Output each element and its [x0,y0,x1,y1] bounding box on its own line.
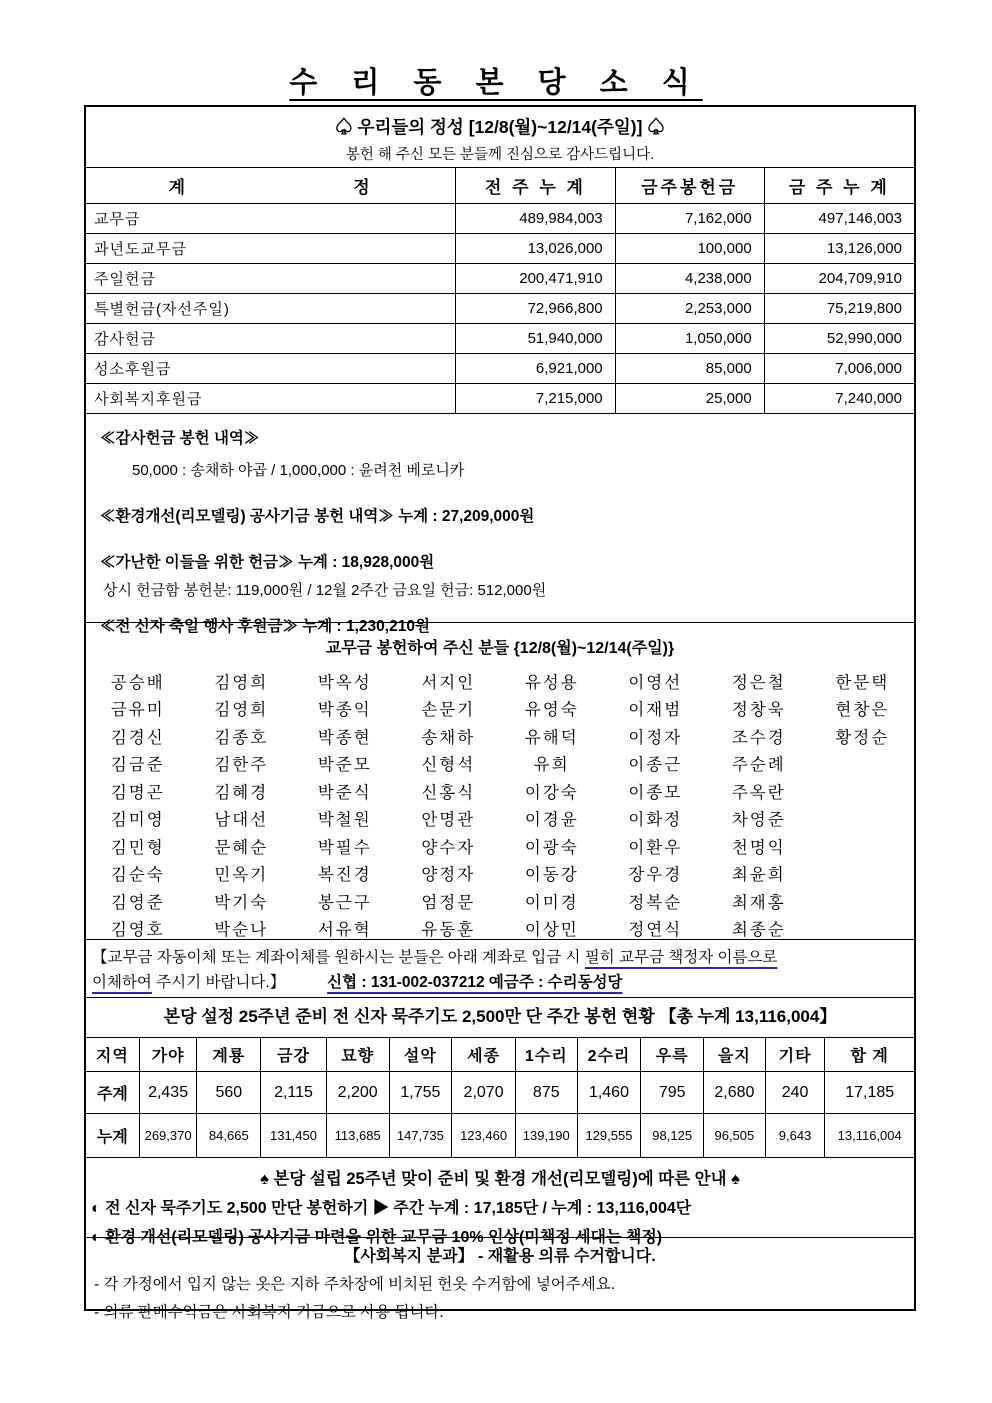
week-count-cell: 875 [515,1071,577,1113]
row-week-offering: 2,253,000 [615,293,764,323]
donor-name: 유성용 [524,673,579,692]
row-account-name: 감사헌금 [86,323,455,353]
week-count-cell: 240 [765,1071,825,1113]
bulletin-box [84,105,916,1321]
rosary-table [86,1038,914,1157]
donor-name: 엄정문 [421,893,476,912]
thanks-offering-entries: 50,000 : 송채하 야곱 / 1,000,000 : 윤려천 베로니카 [132,462,465,479]
rosary-table-section [86,1037,914,1157]
donor-name: 김명곤 [110,783,165,802]
col-header-week-total: 금 주 누 계 [764,168,914,203]
donor-name [811,777,915,805]
donor-name: 서지인 [421,673,476,692]
donor-name: 박철원 [317,811,372,830]
week-count-cell: 560 [196,1071,260,1113]
total-count-cell: 98,125 [640,1113,703,1157]
week-count-cell: 795 [640,1071,703,1113]
row-week-offering: 25,000 [615,383,764,413]
donor-name: 이동강 [524,866,579,885]
row-account-name: 특별헌금(자선주일) [86,293,455,323]
donor-name: 이종근 [628,756,683,775]
donor-name: 이영선 [628,673,683,692]
donor-name [811,860,915,888]
donor-name: 문혜순 [214,838,269,857]
row-account-name: 사회복지후원금 [86,383,455,413]
row-week-offering: 1,050,000 [615,323,764,353]
week-count-cell: 1,755 [389,1071,452,1113]
row-prev-total: 7,215,000 [455,383,614,413]
welfare-line-1: - 각 가정에서 입지 않는 옷은 지하 주차장에 비치된 헌옷 수거함에 넣어주세요. [94,1276,616,1293]
row-account-name: 과년도교무금 [86,233,455,263]
donor-grid [86,667,914,942]
region-header-cell: 가야 [139,1038,197,1071]
offering-title: ♤ 우리들의 정성 [12/8(월)~12/14(주일)] ♤ [335,117,665,137]
donor-name: 조수경 [731,728,786,747]
bank-account-info: 신협 : 131-002-037212 예금주 : 수리동성당 [327,974,623,991]
donor-name: 박옥성 [317,673,372,692]
region-header-cell: 합 계 [824,1038,914,1071]
row-week-total: 204,709,910 [764,263,914,293]
donor-name: 김영호 [110,921,165,940]
total-count-cell: 147,735 [389,1113,452,1157]
donor-name: 김영준 [110,893,165,912]
donor-name: 김민형 [110,838,165,857]
donor-name: 정은철 [731,673,786,692]
total-count-cell: 9,643 [765,1113,825,1157]
donor-name: 최윤희 [731,866,786,885]
donor-name: 이정자 [628,728,683,747]
donor-name: 이화정 [628,811,683,830]
donor-name: 김영희 [214,673,269,692]
donor-name: 손문기 [421,701,476,720]
col-header-prev-total: 전 주 누 계 [455,168,614,203]
rosary-status-header: 본당 설정 25주년 준비 전 신자 묵주기도 2,500만 단 주간 봉헌 현황 【총 누계 13,116,004】 [86,997,914,1037]
region-header-cell: 우륵 [640,1038,703,1071]
row-account-name: 성소후원금 [86,353,455,383]
row-prev-total: 489,984,003 [455,203,614,233]
donor-name: 양정자 [421,866,476,885]
row-week-offering: 100,000 [615,233,764,263]
anniversary-title: ♠ 본당 설립 25주년 맞이 준비 및 환경 개선(리모델링)에 따른 안내 ♠ [260,1170,740,1188]
week-count-cell: 2,115 [260,1071,326,1113]
donor-name: 차영준 [731,811,786,830]
donor-name: 김혜경 [214,783,269,802]
week-count-cell: 2,680 [703,1071,765,1113]
donor-name: 박준모 [317,756,372,775]
donor-name: 서유혁 [317,921,372,940]
feast-fund-line: ≪전 신자 축일 행사 후원금≫ 누계 : 1,230,210원 [100,618,430,635]
donor-name: 주옥란 [731,783,786,802]
total-count-cell: 84,665 [196,1113,260,1157]
region-label-cell: 지역 [95,1048,129,1065]
donor-name: 남대선 [214,811,269,830]
week-count-cell: 17,185 [824,1071,914,1113]
account-notice-line-1: 【교무금 자동이체 또는 계좌이체를 원하시는 분들은 아래 계좌로 입금 시 필히 교무금 책정자 이름으로 [92,949,778,966]
donor-name: 김미영 [110,811,165,830]
donor-name: 봉근구 [317,893,372,912]
region-header-cell: 설악 [389,1038,452,1071]
row-week-total: 52,990,000 [764,323,914,353]
donor-name [811,750,915,778]
row-prev-total: 51,940,000 [455,323,614,353]
total-count-cell: 96,505 [703,1113,765,1157]
donor-name: 이경윤 [524,811,579,830]
total-count-cell: 123,460 [451,1113,515,1157]
donor-name: 이종모 [628,783,683,802]
donor-name: 김한주 [214,756,269,775]
donor-name: 박순나 [214,921,269,940]
doc-title: 수 리 동 본 당 소 식 [289,67,703,99]
donor-name: 유영숙 [524,701,579,720]
donor-name: 김순숙 [110,866,165,885]
offering-table [86,168,914,413]
donor-name: 공승배 [110,673,165,692]
donor-name: 현창은 [835,701,890,720]
donor-name: 김종호 [214,728,269,747]
donor-name [811,915,915,943]
region-header-cell: 계룡 [196,1038,260,1071]
week-count-cell: 1,460 [577,1071,641,1113]
donor-name: 박기숙 [214,893,269,912]
total-count-cell: 113,685 [326,1113,389,1157]
donor-name: 최재홍 [731,893,786,912]
row-prev-total: 13,026,000 [455,233,614,263]
donor-name: 이환우 [628,838,683,857]
row-week-total: 13,126,000 [764,233,914,263]
week-count-cell: 2,070 [451,1071,515,1113]
welfare-line-2: - 의류 판매수익금은 사회복지 기금으로 사용 됩니다. [94,1304,444,1321]
welfare-title: 【사회복지 분과】 - 재활용 의류 수거합니다. [344,1248,656,1265]
region-header-cell: 기타 [765,1038,825,1071]
donor-name: 천명익 [731,838,786,857]
offering-header-box [86,114,914,167]
donor-name: 정복순 [628,893,683,912]
region-header-cell: 1수리 [515,1038,577,1071]
donor-name: 민옥기 [214,866,269,885]
week-count-cell: 2,200 [326,1071,389,1113]
donor-name: 박준식 [317,783,372,802]
donor-name: 황정순 [835,728,890,747]
week-label-cell: 주계 [86,1071,139,1113]
row-week-offering: 4,238,000 [615,263,764,293]
donor-name: 이광숙 [524,838,579,857]
total-count-cell: 13,116,004 [824,1113,914,1157]
region-header-cell: 세종 [451,1038,515,1071]
donor-name: 김경신 [110,728,165,747]
donor-name: 신형석 [421,756,476,775]
total-count-cell: 129,555 [577,1113,641,1157]
region-header-cell: 을지 [703,1038,765,1071]
donor-name: 송채하 [421,728,476,747]
row-week-total: 7,006,000 [764,353,914,383]
col-header-week-offering: 금주봉헌금 [615,168,764,203]
donor-name: 한문택 [835,673,890,692]
row-prev-total: 6,921,000 [455,353,614,383]
donor-name: 금유미 [110,701,165,720]
donor-name: 유희 [533,756,570,775]
donors-section [86,622,914,939]
account-notice-section [86,939,914,997]
region-header-cell: 금강 [260,1038,326,1071]
donor-name: 신홍식 [421,783,476,802]
donor-name: 최종순 [731,921,786,940]
donors-title: 교무금 봉헌하여 주신 분들 {12/8(월)~12/14(주일)} [325,640,675,657]
welfare-section [86,1237,914,1321]
col-header-account: 계 정 [168,178,373,197]
fund-raise-line: ◐ 환경 개선(리모델링) 공사기금 마련을 위한 교무금 10% 인상(미책정 세대는 책정) [91,1229,663,1246]
donor-name: 박종익 [317,701,372,720]
donor-name: 박필수 [317,838,372,857]
row-prev-total: 72,966,800 [455,293,614,323]
rosary-pledge-line: ◐ 전 신자 묵주기도 2,500 만단 봉헌하기 ▶ 주간 누계 : 17,185단 / 누계 : 13,116,004단 [91,1200,692,1217]
donor-name: 안명관 [421,811,476,830]
total-count-cell: 131,450 [260,1113,326,1157]
row-week-total: 7,240,000 [764,383,914,413]
donor-name: 유해덕 [524,728,579,747]
total-count-cell: 269,370 [139,1113,197,1157]
region-header-cell: 묘향 [326,1038,389,1071]
donor-name: 주순례 [731,756,786,775]
remodel-fund-line: ≪환경개선(리모델링) 공사기금 봉헌 내역≫ 누계 : 27,209,000원 [100,508,535,525]
donor-name: 유동훈 [421,921,476,940]
row-week-offering: 7,162,000 [615,203,764,233]
donor-name: 박종현 [317,728,372,747]
donor-name: 복진경 [317,866,372,885]
anniversary-notice-section [86,1157,914,1246]
account-notice-line-2: 이체하여 주시기 바랍니다.】 신협 : 131-002-037212 예금주 : 수리동성당 [92,974,623,991]
donor-name [811,805,915,833]
total-count-cell: 139,190 [515,1113,577,1157]
donor-name: 김영희 [214,701,269,720]
offering-subtitle: 봉헌 해 주신 모든 분들께 진심으로 감사드립니다. [345,147,655,163]
donor-name [811,832,915,860]
donor-name: 양수자 [421,838,476,857]
row-week-total: 497,146,003 [764,203,914,233]
donor-name: 정창욱 [731,701,786,720]
donor-name [811,887,915,915]
thanks-offering-title: ≪감사헌금 봉헌 내역≫ [100,430,260,447]
donor-name: 장우경 [628,866,683,885]
poor-fund-detail: 상시 헌금함 봉헌분: 119,000원 / 12월 2주간 금요일 헌금: 512,000원 [103,582,547,599]
donor-name: 김금준 [110,756,165,775]
row-week-total: 75,219,800 [764,293,914,323]
donor-name: 정연식 [628,921,683,940]
details-section [86,413,914,635]
donor-name: 이강숙 [524,783,579,802]
total-label-cell: 누계 [86,1113,139,1157]
row-account-name: 주일헌금 [86,263,455,293]
row-week-offering: 85,000 [615,353,764,383]
poor-fund-line: ≪가난한 이들을 위한 헌금≫ 누계 : 18,928,000원 [100,554,435,571]
week-count-cell: 2,435 [139,1071,197,1113]
row-prev-total: 200,471,910 [455,263,614,293]
donor-name: 이재범 [628,701,683,720]
row-account-name: 교무금 [86,203,455,233]
offering-table-section [86,167,914,413]
donor-name: 이상민 [524,921,579,940]
donor-name: 이미경 [524,893,579,912]
region-header-cell: 2수리 [577,1038,641,1071]
